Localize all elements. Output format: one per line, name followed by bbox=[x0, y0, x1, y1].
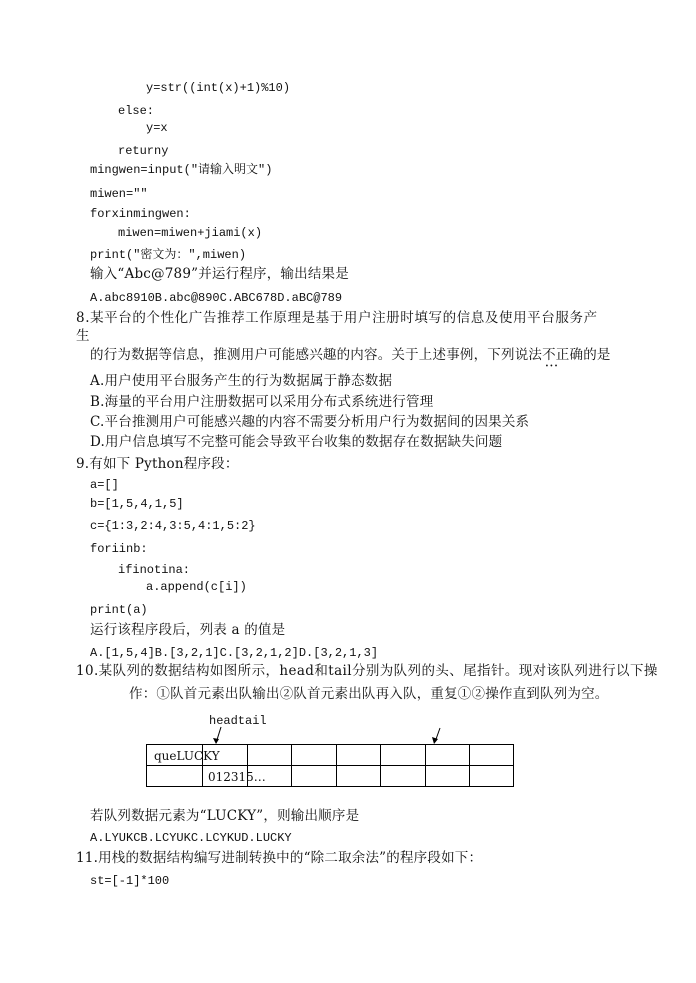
answer-options: A.abc8910B.abc@890C.ABC678D.aBC@789 bbox=[90, 291, 343, 305]
index-label: 012315… bbox=[208, 770, 266, 784]
code-line: y=str((int(x)+1)%10) bbox=[146, 81, 291, 95]
question-stem: 11.用栈的数据结构编写进制转换中的“除二取余法”的程序段如下： bbox=[76, 850, 483, 866]
code-line: miwen=miwen+jiami(x) bbox=[118, 226, 263, 240]
stem-text: 确的是 bbox=[569, 347, 611, 363]
question-instruction: 运行该程序段后，列表 a 的值是 bbox=[90, 622, 286, 638]
code-line: b=[1,5,4,1,5] bbox=[90, 497, 184, 511]
queue-row-label: queLUCKY bbox=[154, 749, 220, 763]
emphasized-text: 不正 ••• bbox=[542, 347, 569, 363]
code-line: returny bbox=[118, 144, 169, 158]
answer-options: A.[1,5,4]B.[3,2,1]C.[3,2,1,2]D.[3,2,1,3] bbox=[90, 646, 379, 660]
question-instruction: 若队列数据元素为“LUCKY”，则输出顺序是 bbox=[90, 808, 360, 824]
code-line: ifinotina: bbox=[118, 563, 191, 577]
code-line: y=x bbox=[146, 121, 168, 135]
question-stem: 作：①队首元素出队输出②队首元素出队再入队，重复①②操作直到队列为空。 bbox=[129, 686, 609, 702]
code-line: foriinb: bbox=[90, 542, 148, 556]
question-stem: 9.有如下 Python程序段： bbox=[76, 456, 239, 472]
stem-text: 的行为数据等信息，推测用户可能感兴趣的内容。关于上述事例，下列说法 bbox=[90, 347, 543, 363]
option-a: A.用户使用平台服务产生的行为数据属于静态数据 bbox=[90, 373, 393, 389]
option-d: D.用户信息填写不完整可能会导致平台收集的数据存在数据缺失问题 bbox=[90, 434, 503, 450]
answer-options: A.LYUKCB.LCYUKC.LCYKUD.LUCKY bbox=[90, 831, 292, 845]
question-stem: 8.某平台的个性化广告推荐工作原理是基于用户注册时填写的信息及使用平台服务产 bbox=[76, 310, 598, 326]
code-line: a.append(c[i]) bbox=[146, 580, 247, 594]
question-stem: 10.某队列的数据结构如图所示，head和tail分别为队列的头、尾指针。现对该队列进行以下操 bbox=[76, 663, 658, 679]
question-instruction: 输入“Abc@789”并运行程序，输出结果是 bbox=[90, 266, 349, 282]
question-stem bbox=[90, 347, 611, 363]
code-line: forxinmingwen: bbox=[90, 207, 191, 221]
pointer-label: headtail bbox=[209, 714, 267, 728]
code-line: c={1:3,2:4,3:5,4:1,5:2} bbox=[90, 519, 256, 533]
code-line: else: bbox=[118, 104, 155, 118]
option-c: C.平台推测用户可能感兴趣的内容不需要分析用户行为数据间的因果关系 bbox=[90, 414, 530, 430]
head-arrow-tip bbox=[213, 738, 219, 744]
code-line: st=[-1]*100 bbox=[90, 874, 170, 888]
code-line: miwen="" bbox=[90, 187, 148, 201]
code-line: print("密文为：",miwen) bbox=[90, 248, 247, 262]
option-b: B.海量的平台用户注册数据可以采用分布式系统进行管理 bbox=[90, 394, 434, 410]
code-line: a=[] bbox=[90, 478, 119, 492]
queue-diagram bbox=[146, 710, 526, 790]
code-line: mingwen=input("请输入明文") bbox=[90, 163, 273, 177]
question-stem: 生 bbox=[76, 328, 90, 344]
code-line: print(a) bbox=[90, 603, 148, 617]
tail-arrow-tip bbox=[432, 737, 438, 744]
